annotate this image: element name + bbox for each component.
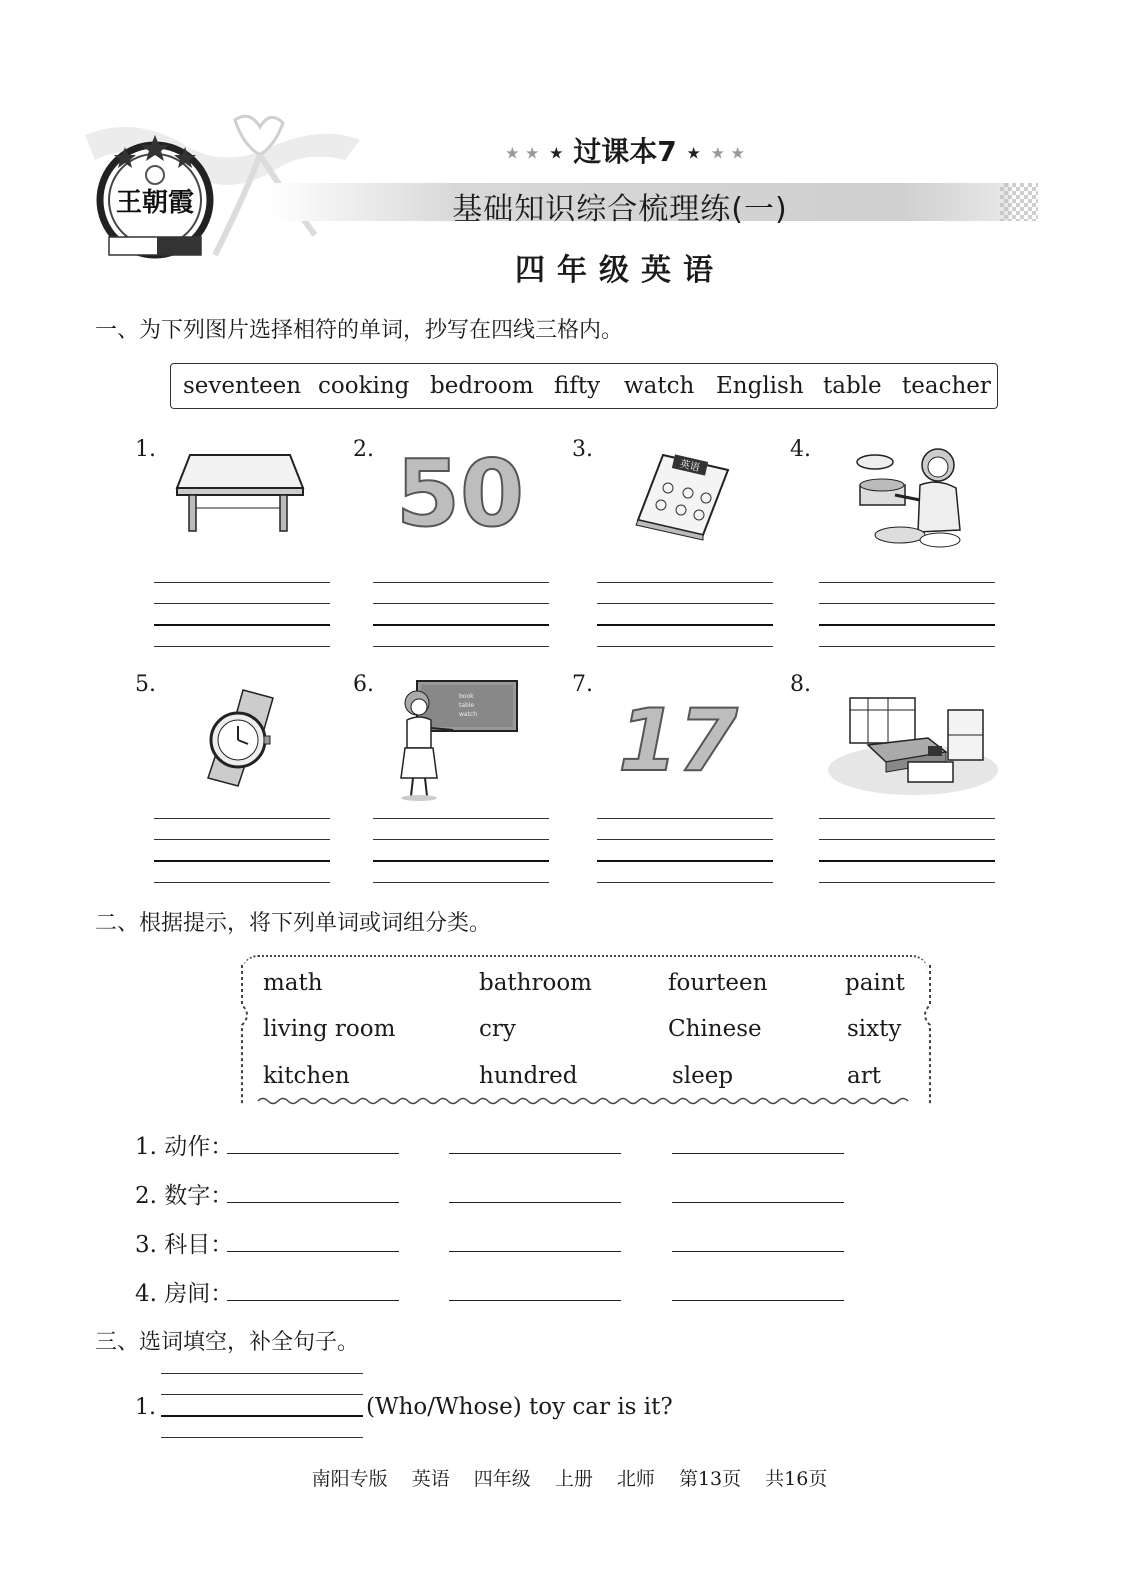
answer-blank[interactable] (449, 1153, 621, 1154)
category-word: math (263, 970, 323, 996)
section2-heading: 二、根据提示，将下列单词或词组分类。 (95, 911, 492, 936)
word-bank-item: bedroom (430, 373, 534, 399)
footer-total-pages: 共16页 (765, 1468, 828, 1490)
category-word: paint (845, 970, 905, 996)
svg-text:50: 50 (395, 440, 525, 547)
writing-lines[interactable] (154, 818, 330, 884)
category-word: sleep (672, 1063, 734, 1089)
sentence-writing-lines[interactable] (161, 1373, 363, 1439)
category-word: fourteen (668, 970, 768, 996)
writing-lines[interactable] (154, 582, 330, 648)
number-50-picture (395, 440, 525, 547)
answer-blank[interactable] (449, 1251, 621, 1252)
box-bracket-left (238, 965, 256, 1105)
page-footer (0, 1464, 1139, 1491)
item-number: 7. (572, 672, 593, 697)
item-number: 1. (135, 1395, 156, 1420)
category-word: Chinese (668, 1016, 762, 1042)
svg-text:17: 17 (618, 691, 738, 791)
star-icon: ★ (549, 143, 564, 163)
word-bank (170, 363, 998, 409)
word-bank-item: seventeen (183, 373, 302, 399)
number-17-picture (618, 688, 738, 791)
footer-publisher: 北师 (616, 1468, 655, 1490)
item-number: 1. (135, 437, 156, 462)
category-label: 4. 房间： (135, 1281, 234, 1307)
writing-lines[interactable] (597, 818, 773, 884)
watch-picture (198, 688, 283, 788)
item-number: 4. (790, 437, 811, 462)
section3-heading: 三、选词填空，补全句子。 (95, 1330, 360, 1355)
sentence-text: (Who/Whose) toy car is it? (366, 1394, 673, 1420)
section1-heading: 一、为下列图片选择相符的单词，抄写在四线三格内。 (95, 318, 624, 343)
banner-checker-decoration (1000, 183, 1038, 221)
subject-title: 四年级英语 (515, 253, 725, 288)
svg-text:book: book (459, 693, 474, 700)
answer-blank[interactable] (227, 1251, 399, 1252)
series-title: ★ ★ ★ 过课本7 ★ ★ ★ (505, 135, 745, 168)
header (0, 0, 1139, 300)
word-bank-item: watch (624, 373, 695, 399)
svg-text:英语: 英语 (678, 458, 701, 475)
footer-grade: 四年级 (473, 1468, 531, 1490)
svg-text:watch: watch (459, 711, 478, 718)
writing-lines[interactable] (819, 818, 995, 884)
answer-blank[interactable] (227, 1202, 399, 1203)
box-wavy-border (258, 1096, 914, 1106)
footer-edition: 南阳专版 (311, 1468, 388, 1490)
star-icon: ★ (686, 143, 701, 163)
word-bank-item: table (823, 373, 882, 399)
bedroom-picture (828, 690, 998, 800)
category-label: 1. 动作： (135, 1134, 234, 1160)
svg-text:table: table (459, 702, 475, 709)
word-bank-item: fifty (554, 373, 601, 399)
answer-blank[interactable] (227, 1153, 399, 1154)
category-word: bathroom (479, 970, 592, 996)
exercise-title: 基础知识综合梳理练(一) (452, 192, 788, 227)
footer-page-number: 第13页 (678, 1468, 742, 1490)
footer-volume: 上册 (554, 1468, 593, 1490)
teacher-picture (395, 678, 525, 803)
answer-blank[interactable] (672, 1300, 844, 1301)
writing-lines[interactable] (819, 582, 995, 648)
category-word: kitchen (263, 1063, 350, 1089)
answer-blank[interactable] (672, 1251, 844, 1252)
category-label: 3. 科目： (135, 1232, 234, 1258)
category-word: hundred (479, 1063, 578, 1089)
english-book-picture (633, 450, 733, 540)
category-label: 2. 数字： (135, 1183, 234, 1209)
footer-subject: 英语 (411, 1468, 450, 1490)
cooking-picture (850, 440, 970, 550)
writing-lines[interactable] (373, 818, 549, 884)
box-bracket-right (916, 965, 934, 1105)
answer-blank[interactable] (672, 1153, 844, 1154)
category-word: living room (263, 1016, 396, 1042)
answer-blank[interactable] (672, 1202, 844, 1203)
item-number: 6. (353, 672, 374, 697)
word-bank-item: teacher (902, 373, 991, 399)
writing-lines[interactable] (373, 582, 549, 648)
word-bank-item: English (716, 373, 804, 399)
star-icon: ★ ★ (505, 143, 540, 163)
table-picture (175, 450, 305, 535)
publisher-logo (95, 125, 215, 265)
svg-text:王朝霞: 王朝霞 (115, 188, 195, 218)
item-number: 3. (572, 437, 593, 462)
item-number: 8. (790, 672, 811, 697)
category-word: art (847, 1063, 881, 1089)
category-word: cry (479, 1016, 516, 1042)
answer-blank[interactable] (449, 1202, 621, 1203)
word-bank-item: cooking (318, 373, 410, 399)
writing-lines[interactable] (597, 582, 773, 648)
star-icon: ★ ★ (710, 143, 745, 163)
answer-blank[interactable] (449, 1300, 621, 1301)
category-word: sixty (847, 1016, 902, 1042)
item-number: 5. (135, 672, 156, 697)
item-number: 2. (353, 437, 374, 462)
answer-blank[interactable] (227, 1300, 399, 1301)
